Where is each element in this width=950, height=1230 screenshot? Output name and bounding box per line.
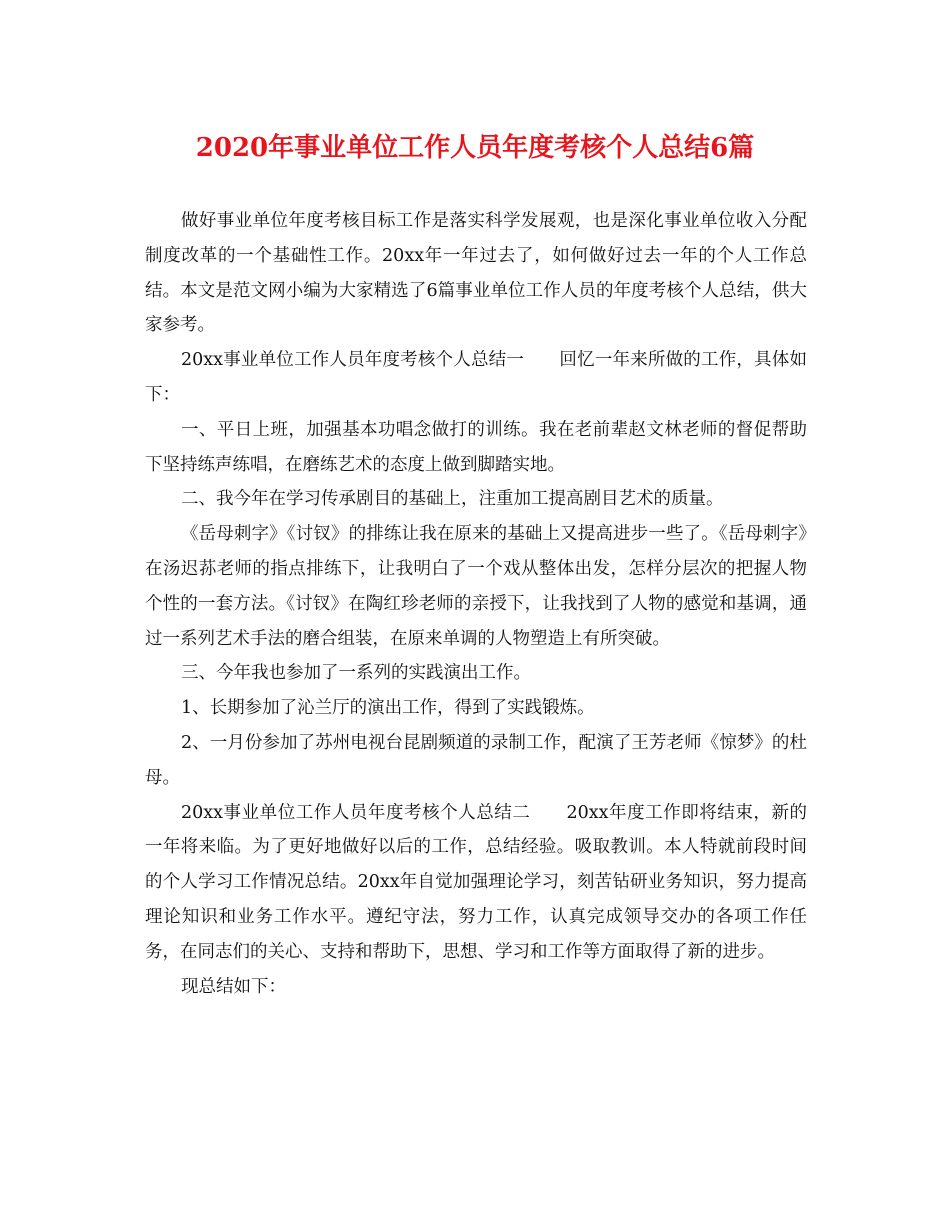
paragraph-rehearsal: 《岳母刺字》《讨钗》的排练让我在原来的基础上又提高进步一些了。《岳母刺字》在汤迟荪老师的指点排练下，让我明白了一个戏从整体出发，怎样分层次的把握人物个性的一套方法。《讨钗》在陶红珍老师的亲授下，让我找到了人物的感觉和基调，通过一系列艺术手法的磨合组装，在原来单调的人物塑造上有所突破。 (145, 524, 807, 649)
paragraph-summary-two: 20xx事业单位工作人员年度考核个人总结二 20xx年度工作即将结束，新的一年将来临。为了更好地做好以后的工作，总结经验。吸取教训。本人特就前段时间的个人学习工作情况总结。20xx年自觉加强理论学习，刻苦钻研业务知识，努力提高理论知识和业务工作水平。遵纪守法，努力工作，认真完成领导交办的各项工作任务，在同志们的关心、支持和帮助下，思想、学习和工作等方面取得了新的进步。 (145, 802, 807, 962)
document-title: 2020年事业单位工作人员年度考核个人总结6篇 (195, 133, 755, 163)
paragraph-summary-one-heading: 20xx事业单位工作人员年度考核个人总结一 回忆一年来所做的工作，具体如下： (145, 350, 807, 405)
paragraph-item-one: 1、长期参加了沁兰厅的演出工作，得到了实践锻炼。 (181, 698, 595, 719)
paragraph-point-one: 一、平日上班，加强基本功唱念做打的训练。我在老前辈赵文林老师的督促帮助下坚持练声练唱，在磨练艺术的态度上做到脚踏实地。 (145, 419, 807, 475)
paragraph-conclusion-lead: 现总结如下： (181, 976, 286, 997)
paragraph-item-two: 2、一月份参加了苏州电视台昆剧频道的录制工作，配演了王芳老师《惊梦》的杜母。 (145, 732, 807, 788)
paragraph-point-two: 二、我今年在学习传承剧目的基础上，注重加工提高剧目艺术的质量。 (181, 489, 724, 510)
paragraph-intro: 做好事业单位年度考核目标工作是落实科学发展观，也是深化事业单位收入分配制度改革的一个基础性工作。20xx年一年过去了，如何做好过去一年的个人工作总结。本文是范文网小编为大家精选了6篇事业单位工作人员的年度考核个人总结，供大家参考。 (145, 211, 807, 336)
paragraph-point-three: 三、今年我也参加了一系列的实践演出工作。 (181, 663, 531, 684)
document-body (145, 204, 807, 1004)
